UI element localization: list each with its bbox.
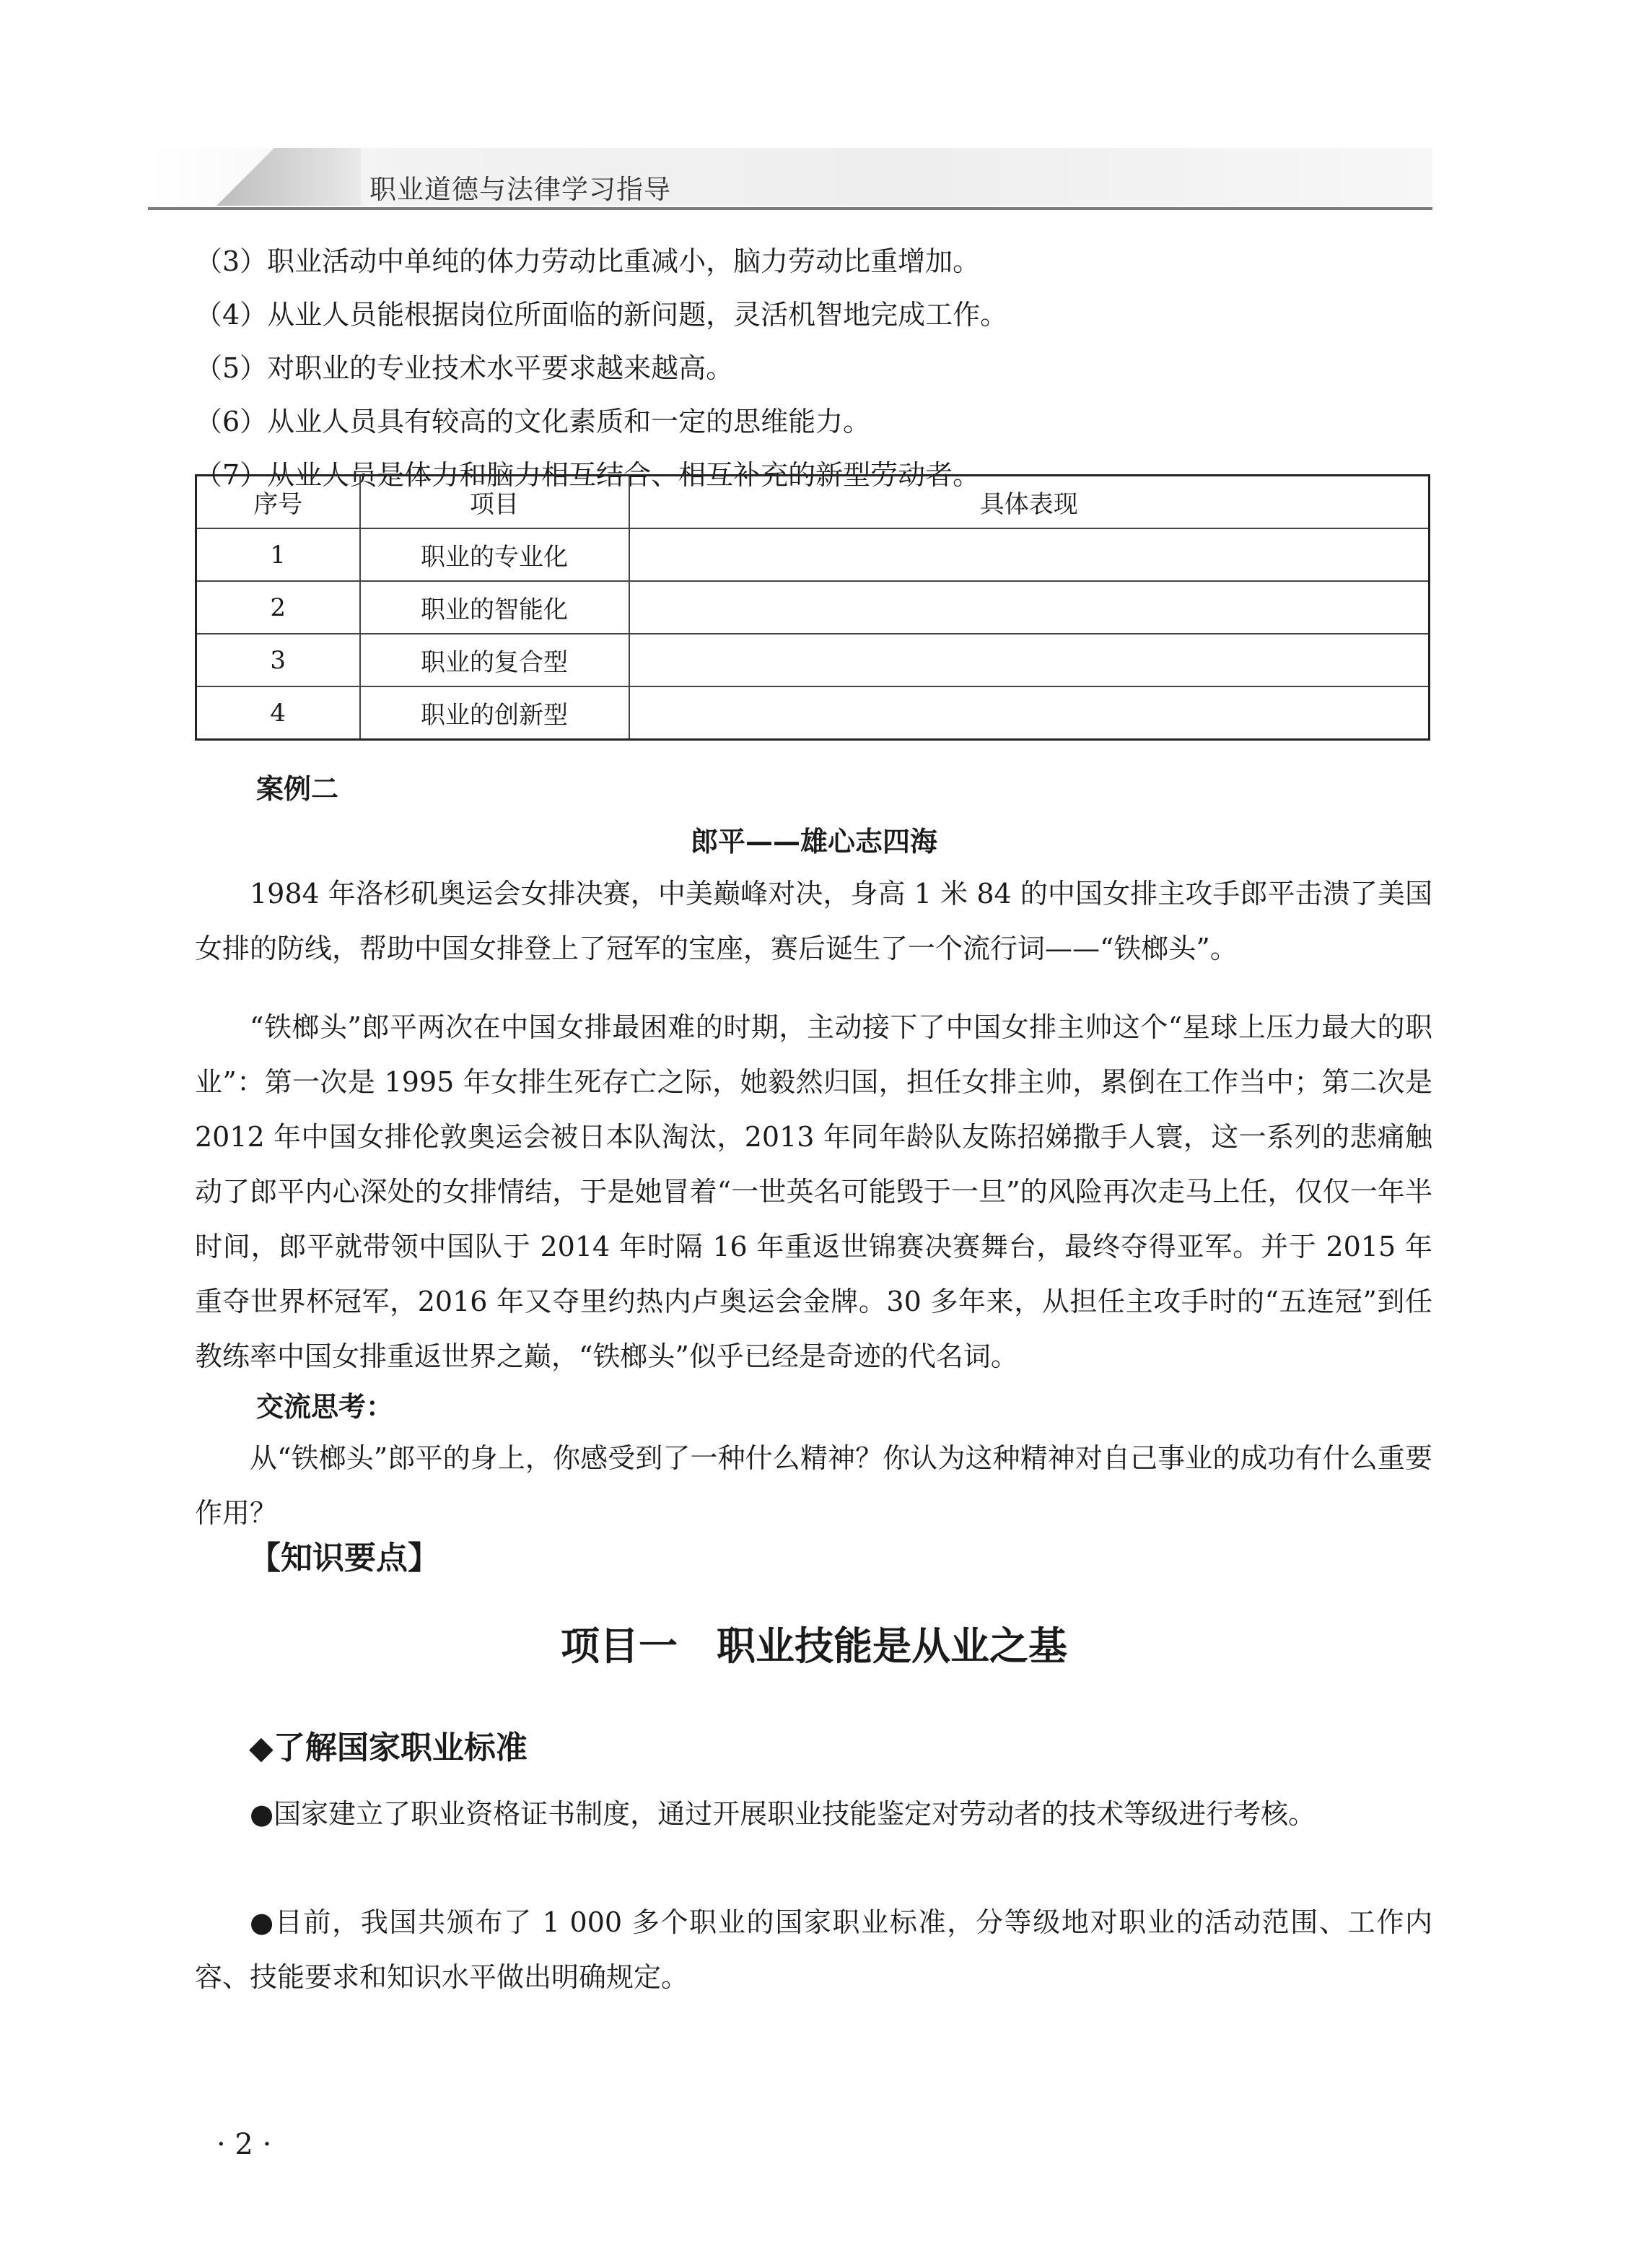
knowledge-points-label: 【知识要点】: [249, 1540, 439, 1576]
page-number: · 2 ·: [216, 2128, 272, 2161]
intro-line: （5）对职业的专业技术水平要求越来越高。: [195, 352, 734, 384]
running-header-title: 职业道德与法律学习指导: [369, 174, 671, 205]
row-item: 职业的复合型: [360, 634, 629, 686]
table-header-cell: 序号: [196, 476, 360, 529]
intro-line: （6）从业人员具有较高的文化素质和一定的思维能力。: [195, 406, 871, 437]
row-item: 职业的专业化: [360, 528, 629, 581]
table-header-cell: 具体表现: [629, 476, 1430, 529]
row-number: 2: [196, 581, 360, 634]
row-number: 1: [196, 528, 360, 581]
table-header-row: [196, 476, 1430, 529]
row-item: 职业的智能化: [360, 581, 629, 634]
row-detail[interactable]: [629, 686, 1430, 740]
case-label: 案例二: [256, 773, 339, 805]
row-item: 职业的创新型: [360, 686, 629, 740]
row-number: 4: [196, 686, 360, 740]
row-number: 3: [196, 634, 360, 686]
intro-line: （3）职业活动中单纯的体力劳动比重减小，脑力劳动比重增加。: [195, 245, 981, 277]
table-row: [196, 528, 1430, 581]
discussion-label: 交流思考：: [256, 1391, 394, 1423]
case-paragraph: 1984 年洛杉矶奥运会女排决赛，中美巅峰对决，身高 1 米 84 的中国女排主攻手郎平击溃了美国女排的防线，帮助中国女排登上了冠军的宝座，赛后诞生了一个流行词——“铁榔头”。: [195, 878, 1432, 964]
row-detail[interactable]: [629, 528, 1430, 581]
row-detail[interactable]: [629, 581, 1430, 634]
table-row: [196, 634, 1430, 686]
table-header-cell: 项目: [360, 476, 629, 529]
table-row: [196, 686, 1430, 740]
bullet-item: ●国家建立了职业资格证书制度，通过开展职业技能鉴定对劳动者的技术等级进行考核。: [250, 1798, 1316, 1830]
intro-line: （4）从业人员能根据岗位所面临的新问题，灵活机智地完成工作。: [195, 299, 1008, 331]
case-title: 郎平——雄心志四海: [690, 826, 937, 858]
career-features-table: [195, 474, 1430, 741]
intro-line: （7）从业人员是体力和脑力相互结合、相互补充的新型劳动者。: [195, 459, 981, 491]
case-paragraph: “铁榔头”郎平两次在中国女排最困难的时期，主动接下了中国女排主帅这个“星球上压力最大的职业”：第一次是 1995 年女排生死存亡之际，她毅然归国，担任女排主帅，累倒在工作当中；第二次是 2012 年中国女排伦敦奥运会被日本队淘汰，2013 年同年龄队友陈招娣撒手人寰，这一系列的悲痛触动了郎平内心深处的女排情结，于是她冒着“一世英名可能毁于一旦”的风险再次走马上任，仅仅一年半时间，郎平就带领中国队于 2014 年时隔 16 年重返世锦赛决赛舞台，最终夺得亚军。并于 2015 年重夺世界杯冠军，2016 年又夺里约热内卢奥运会金牌。30 多年来，从担任主攻手时的“五连冠”到任教练率中国女排重返世界之巅，“铁榔头”似乎已经是奇迹的代名词。: [195, 1011, 1432, 1372]
table-row: [196, 581, 1430, 634]
bullet-item: ●目前，我国共颁布了 1 000 多个职业的国家职业标准，分等级地对职业的活动范围、工作内容、技能要求和知识水平做出明确规定。: [195, 1906, 1432, 1993]
discussion-question: 从“铁榔头”郎平的身上，你感受到了一种什么精神？你认为这种精神对自己事业的成功有什么重要作用？: [195, 1442, 1432, 1529]
intro-list: [195, 235, 1436, 502]
section-title: 项目一 职业技能是从业之基: [561, 1623, 1067, 1669]
subsection-heading: ◆了解国家职业标准: [249, 1730, 528, 1766]
row-detail[interactable]: [629, 634, 1430, 686]
header-rule: [148, 207, 1432, 210]
